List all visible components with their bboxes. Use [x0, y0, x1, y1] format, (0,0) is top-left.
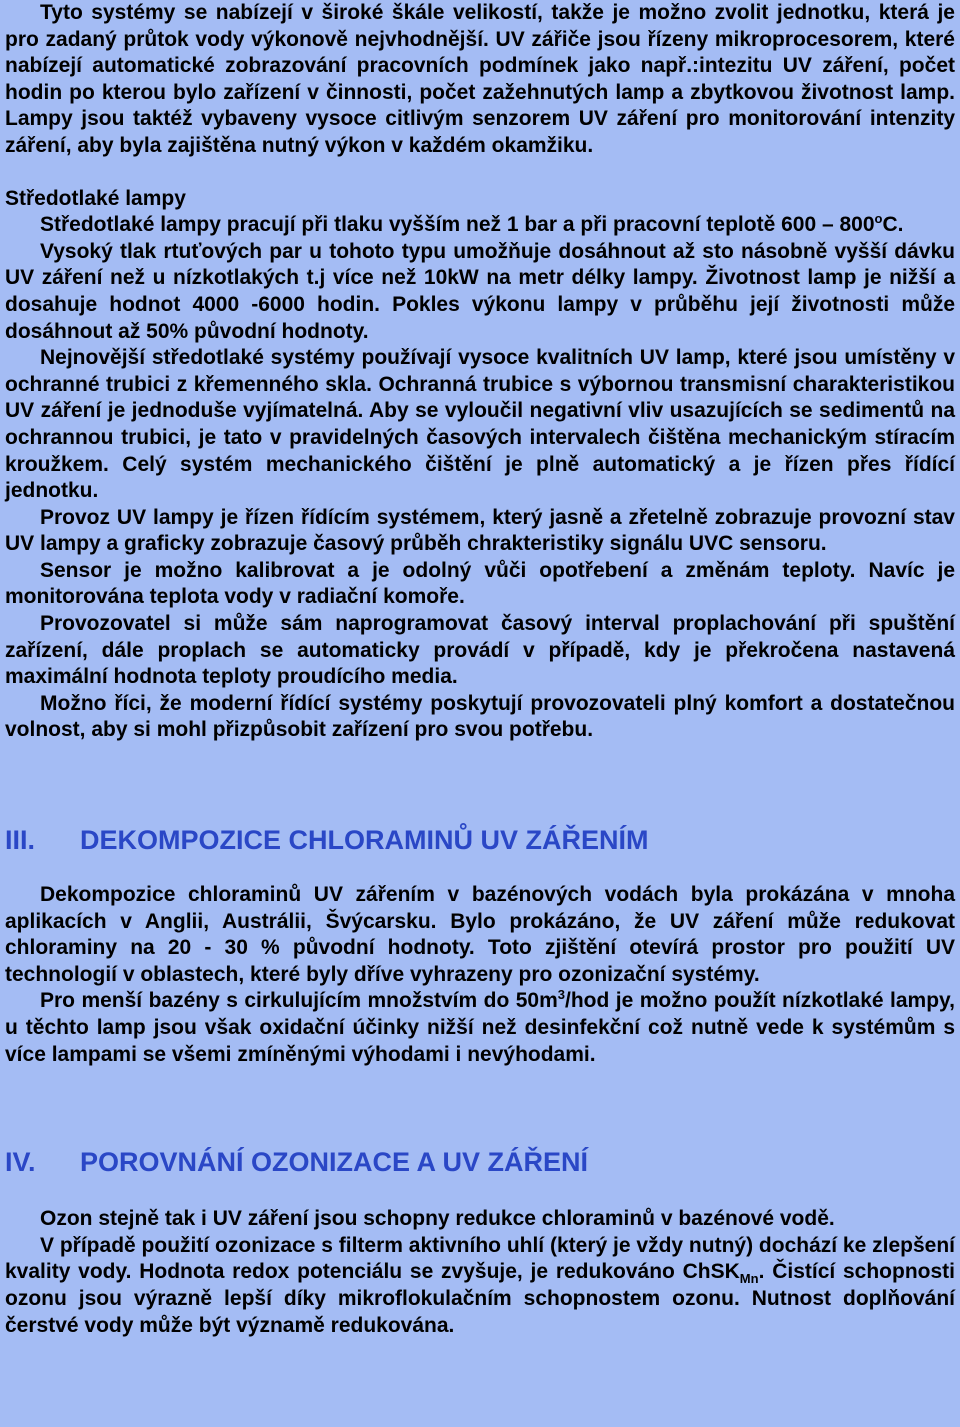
medium-pressure-paragraph-5: Sensor je možno kalibrovat a je odolný vůči opotřebení a změnám teploty. Navíc je monitorována teplota vody v radiační komoře. — [5, 558, 955, 609]
s4-p2-text-b: . Čistící schopnosti ozonu jsou výrazně lepší díky mikroflokulačním schopnostem ozonu. Nutnost doplňování čerstvé vody může být významě redukována. — [5, 1260, 955, 1337]
intro-paragraph: Tyto systémy se nabízejí v široké škále velikostí, takže je možno zvolit jednotku, která je pro zadaný průtok vody výkonově nejvhodnější. UV zářiče jsou řízeny mikroprocesorem, které nabízejí automatické zobrazování pracovních podmínek jako např.:intezitu UV záření, počet hodin po kterou bylo zařízení v činnosti, počet zažehnutých lamp a zbytkovou životnost lamp. Lampy jsou taktéž vybaveny vysoce citlivým senzorem UV záření pro monitorování intenzity záření, aby byla zajištěna nutný výkon v každém okamžiku. — [5, 1, 955, 157]
s4-p2-text-a: V případě použití ozonizace s filterm aktivního uhlí (který je vždy nutný) dochází ke zlepšení kvality vody. Hodnota redox potenciálu se zvyšuje, je redukováno ChSK — [5, 1233, 955, 1284]
medium-pressure-paragraph-4: Provoz UV lampy je řízen řídícím systémem, který jasně a zřetelně zobrazuje provozní stav UV lampy a graficky zobrazuje časový průběh chrakteristiky signálu UVC sensoru. — [5, 505, 955, 556]
medium-pressure-paragraph-2: Vysoký tlak rtuťových par u tohoto typu umožňuje dosáhnout až sto násobně vyšší dávku UV záření než u nízkotlakých t.j více než 10kW na metr délky lampy. Životnost lamp je nižší a dosahuje hodnot 4000 -6000 hodin. Pokles výkonu lampy v průběhu její životnosti může dosáhnout až 50% původní hodnoty. — [5, 239, 955, 343]
section-3-title: DEKOMPOZICE CHLORAMINŮ UV ZÁŘENÍM — [80, 825, 649, 856]
section-heading-4 — [5, 1146, 955, 1178]
s3-p2-text-b: /hod je možno použít nízkotlaké lampy, u těchto lamp jsou však oxidační účinky nižší než desinfekční což nutně vede k systémům s více lampami se všemi zmíněnými výhodami i nevýhodami. — [5, 989, 955, 1066]
mp-p1-text-a: Středotlaké lampy pracují při tlaku vyšším než 1 bar a při pracovní teplotě 600 – 800 — [40, 213, 875, 237]
mp-p1-text-b: C. — [882, 213, 904, 237]
section-3-paragraph-2 — [5, 988, 955, 1068]
medium-pressure-paragraph-7: Možno říci, že moderní řídící systémy poskytují provozovateli plný komfort a dostatečnou volnost, aby si mohl přizpůsobit zařízení pro svou potřebu. — [5, 691, 955, 742]
section-3-paragraph-1: Dekompozice chloraminů UV zářením v bazénových vodách byla prokázána v mnoha aplikacích v Anglii, Austrálii, Švýcarsku. Bylo prokázáno, že UV záření může redukovat chloraminy na 20 - 30 % původní hodnoty. Toto zjištění otevírá prostor pro použití UV technologií v oblastech, které byly dříve vyhrazeny pro ozonizační systémy. — [5, 883, 955, 986]
mn-subscript: Mn — [739, 1271, 759, 1287]
section-4-title: POROVNÁNÍ OZONIZACE A UV ZÁŘENÍ — [80, 1147, 589, 1178]
cubic-superscript: 3 — [557, 987, 565, 1003]
medium-pressure-paragraph-1 — [5, 212, 955, 239]
degree-superscript: o — [874, 211, 883, 227]
section-heading-3 — [5, 824, 955, 856]
s3-p2-text-a: Pro menší bazény s cirkulujícím množstvím do 50m — [40, 989, 558, 1013]
section-4-number: IV. — [5, 1147, 36, 1178]
section-4-paragraph-1: Ozon stejně tak i UV záření jsou schopny redukce chloraminů v bazénové vodě. — [40, 1207, 835, 1231]
subheading-medium-pressure-lamps: Středotlaké lampy — [5, 186, 186, 210]
section-4-paragraph-2 — [5, 1233, 955, 1339]
section-3-number: III. — [5, 825, 36, 856]
medium-pressure-paragraph-3: Nejnovější středotlaké systémy používají vysoce kvalitních UV lamp, které jsou umístěny v ochranné trubici z křemenného skla. Ochranná trubice s výbornou transmisní charakteristikou UV záření je jednoduše vyjímatelná. Aby se vyloučil negativní vliv usazujících se sedimentů na ochrannou trubici, je tato v pravidelných časových intervalech čištěna mechanickým stíracím kroužkem. Celý systém mechanického čištění je plně automatický a je řízen přes řídící jednotku. — [5, 346, 955, 503]
medium-pressure-paragraph-6: Provozovatel si může sám naprogramovat časový interval proplachování při spuštění zařízení, dále proplach se automaticky provádí v případě, kdy je překročena nastavená maximální hodnota teploty proudícího media. — [5, 612, 955, 689]
